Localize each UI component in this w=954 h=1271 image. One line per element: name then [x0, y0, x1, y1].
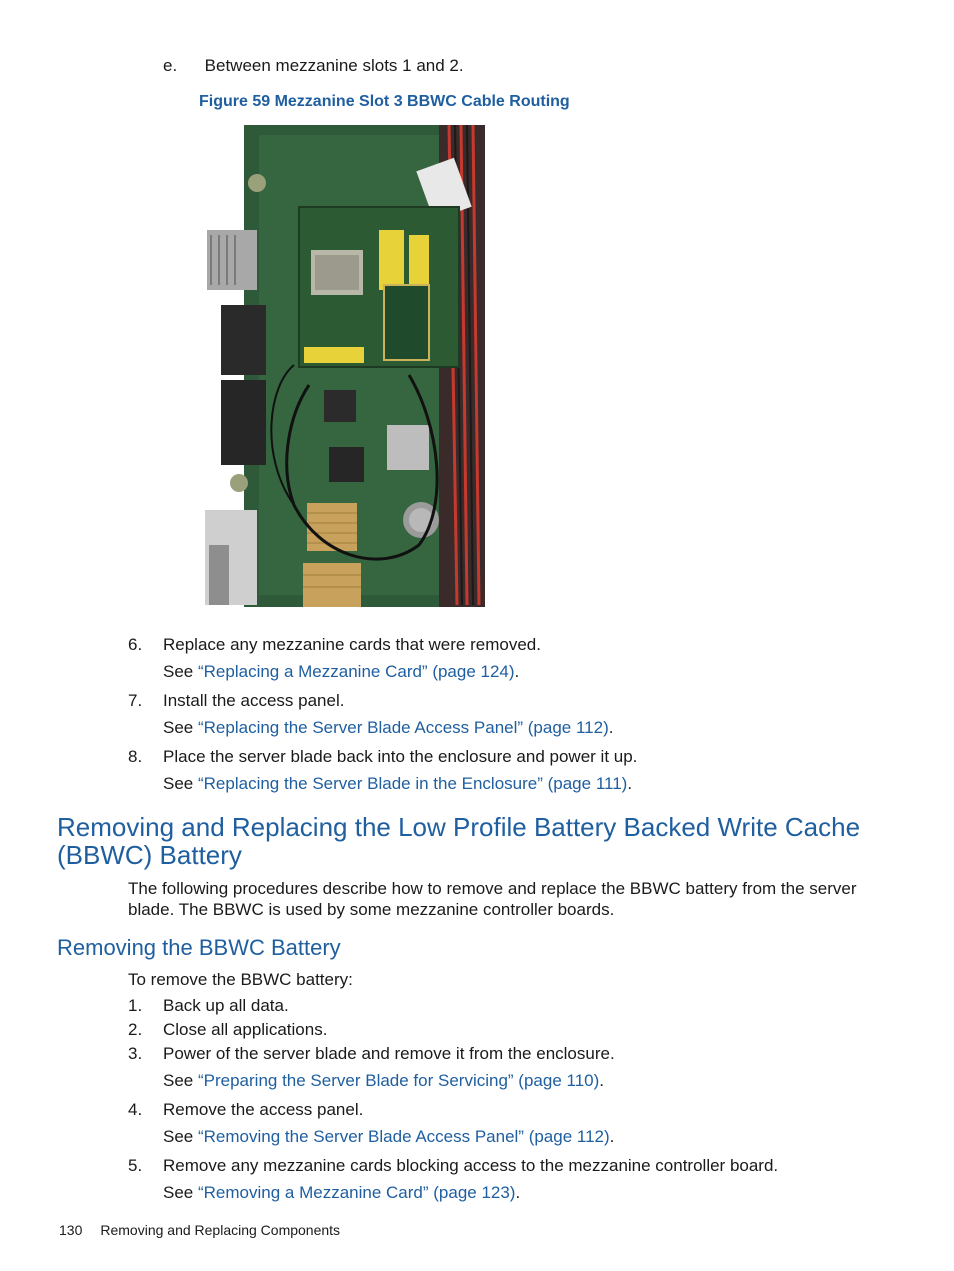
see-end: . — [599, 1071, 604, 1090]
figure-image-bbwc-cable-routing — [199, 125, 485, 607]
figure-caption: Figure 59 Mezzanine Slot 3 BBWC Cable Routing — [199, 93, 570, 110]
step-text: Replace any mezzanine cards that were removed. — [163, 635, 541, 654]
xref-link-removing-access-panel[interactable]: “Removing the Server Blade Access Panel” (page 112) — [197, 1127, 610, 1146]
xref-link-replacing-server-blade[interactable]: “Replacing the Server Blade in the Enclosure” (page 111) — [197, 774, 628, 793]
xref-link-replacing-access-panel[interactable]: “Replacing the Server Blade Access Panel” (page 112) — [197, 718, 609, 737]
see-end: . — [514, 662, 520, 681]
see-label: See — [163, 1183, 198, 1202]
xref-link-preparing-server-blade[interactable]: “Preparing the Server Blade for Servicing” (page 110) — [197, 1071, 600, 1090]
see-end: . — [609, 1127, 615, 1146]
step-text: Place the server blade back into the enclosure and power it up. — [163, 747, 638, 766]
see-label: See — [163, 774, 198, 793]
see-label: See — [163, 718, 198, 737]
page-footer — [59, 1222, 340, 1238]
xref-link-replacing-mezzanine-card[interactable]: “Replacing a Mezzanine Card” (page 124) — [197, 662, 515, 681]
section-paragraph: The following procedures describe how to remove and replace the BBWC battery from the server blade. The BBWC is used by some mezzanine controller boards. — [128, 879, 857, 919]
step-see-reference — [163, 717, 613, 739]
step-text: Back up all data. — [163, 996, 289, 1015]
step-text: Install the access panel. — [163, 691, 345, 710]
intro-item — [163, 55, 464, 77]
step-text: Remove the access panel. — [163, 1100, 364, 1119]
page-number: 130 — [59, 1222, 83, 1238]
step-see-reference — [163, 1126, 614, 1148]
chapter-title: Removing and Replacing Components — [100, 1222, 341, 1238]
step-text: Remove any mezzanine cards blocking access to the mezzanine controller board. — [163, 1156, 779, 1175]
see-label: See — [163, 1071, 198, 1090]
see-label: See — [163, 1127, 198, 1146]
section-heading: Removing and Replacing the Low Profile Battery Backed Write Cache (BBWC) Battery — [57, 812, 861, 870]
subsection-heading: Removing the BBWC Battery — [57, 935, 341, 960]
step-text: Power of the server blade and remove it from the enclosure. — [163, 1044, 615, 1063]
step-see-reference — [163, 661, 519, 683]
step-number: 7. — [128, 691, 143, 710]
step-number: 2. — [128, 1020, 143, 1039]
see-end: . — [627, 774, 633, 793]
subsection-lead: To remove the BBWC battery: — [128, 970, 353, 989]
step-number: 8. — [128, 747, 143, 766]
step-number: 3. — [128, 1044, 143, 1063]
step-see-reference — [163, 1182, 520, 1204]
step-see-reference — [163, 1070, 604, 1092]
step-number: 6. — [128, 635, 143, 654]
intro-item-marker: e. — [163, 56, 178, 75]
step-number: 1. — [128, 996, 143, 1015]
intro-item-text: Between mezzanine slots 1 and 2. — [204, 56, 464, 75]
step-see-reference — [163, 773, 632, 795]
xref-link-removing-mezzanine-card[interactable]: “Removing a Mezzanine Card” (page 123) — [197, 1183, 516, 1202]
see-end: . — [515, 1183, 521, 1202]
step-number: 5. — [128, 1156, 143, 1175]
see-label: See — [163, 662, 198, 681]
see-end: . — [608, 718, 614, 737]
step-number: 4. — [128, 1100, 143, 1119]
step-text: Close all applications. — [163, 1020, 328, 1039]
